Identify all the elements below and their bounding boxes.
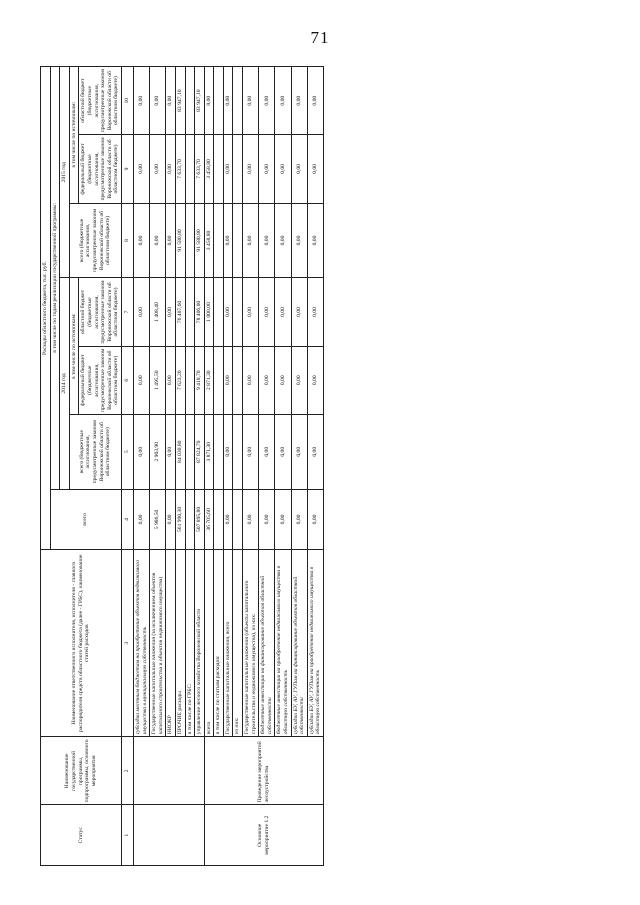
row-label: Государственные капитальные вложения (за исключением объектов капитального строительства и объектов недвижимого имущества)	[150, 550, 166, 737]
cell-value: 0,00	[243, 489, 259, 550]
cell-value: 84 030,80	[175, 414, 185, 489]
cell-value: 0,00	[223, 346, 233, 414]
cell-value: 0,00	[133, 67, 149, 135]
cell-value: 0,00	[166, 489, 176, 550]
cell-value: 0,00	[275, 278, 291, 346]
row-label: ПРОЧИЕ расходы	[175, 550, 185, 737]
row-label: НИОКР	[166, 550, 176, 737]
cell-value: 0,00	[223, 135, 233, 203]
cell-value: 0,00	[259, 278, 275, 346]
cell-value: 0,00	[275, 67, 291, 135]
cell-value: 3 871,30	[204, 414, 214, 489]
col-number: 7	[121, 278, 133, 346]
header-year-2014: 2014 год	[60, 278, 70, 489]
cell-value: 0,00	[275, 203, 291, 278]
cell-value: 0,00	[133, 414, 149, 489]
cell-value: 0,00	[291, 414, 307, 489]
cell-value: 7 633,70	[175, 135, 185, 203]
cell-value: 0,00	[150, 67, 166, 135]
cell-value: 0,00	[307, 135, 323, 203]
cell-value: 9 418,70	[195, 346, 205, 414]
cell-value: 0,00	[307, 67, 323, 135]
col-number: 2	[121, 737, 133, 805]
cell-value: 0,00	[133, 278, 149, 346]
cell-value: 0,00	[291, 203, 307, 278]
table-row	[204, 67, 214, 866]
cell-value: 507 895,80	[195, 489, 205, 550]
cell-value: 0,00	[243, 414, 259, 489]
cell-value: 0,00	[243, 67, 259, 135]
cell-value: 0,00	[307, 414, 323, 489]
cell-value: 0,00	[166, 203, 176, 278]
cell-value: 0,00	[166, 135, 176, 203]
cell-value: 0,00	[133, 346, 149, 414]
budget-table	[40, 66, 324, 866]
cell-value: 0,00	[223, 278, 233, 346]
row-label: в том числе по ГРБС:	[185, 550, 195, 737]
cell-value: 0,00	[307, 203, 323, 278]
page-number: 71	[310, 28, 330, 47]
row-label: Государственные капитальные вложения, всего	[223, 550, 233, 737]
row-label: субсидии местным бюджетам на приобретение объектов недвижимого имущества в муниципальную собственность	[133, 550, 149, 737]
row-label: управление лесного хозяйства Воронежской области	[195, 550, 205, 737]
cell-value: 0,00	[259, 346, 275, 414]
header-program-name: Наименование государственной программы, подпрограммы, основного мероприятия	[41, 737, 122, 805]
cell-value: 0,00	[259, 489, 275, 550]
col-number: 6	[121, 346, 133, 414]
cell-value: 0,00	[291, 135, 307, 203]
cell-value: 561 990,30	[175, 489, 185, 550]
cell-value: 0,00	[150, 203, 166, 278]
cell-value: 0,00	[166, 346, 176, 414]
cell-value: 3 458,80	[204, 135, 214, 203]
header-by-years: в том числе по годам реализации государственной программы:	[50, 67, 60, 490]
cell-value: 2 903,90	[150, 414, 166, 489]
status-cell-empty	[133, 805, 204, 866]
cell-value: 0,00	[259, 203, 275, 278]
cell-value: 3 458,80	[204, 203, 214, 278]
cell-value: 91 580,80	[175, 203, 185, 278]
header-2015-sources: в том числе по источникам:	[69, 67, 79, 204]
col-number: 4	[121, 489, 133, 550]
measure-name: Проведение мероприятий лесоустройства	[204, 737, 323, 805]
cell-value: 0,00	[275, 414, 291, 489]
cell-value: 0,00	[259, 67, 275, 135]
cell-value: 0,00	[243, 346, 259, 414]
row-label: бюджетные инвестиции на финансирование объектов областной собственности	[259, 550, 275, 737]
cell-value: 0,00	[150, 135, 166, 203]
row-label: субсидии БУ, АУ, ГУПам на приобретение недвижимого имущества в областную собственность	[307, 550, 323, 737]
header-2015-total: всего (бюджетные ассигнования, предусмотренные законом Воронежской области об областном бюджете)	[69, 203, 121, 278]
measure-status: Основное мероприятие 1.2	[204, 805, 323, 866]
cell-value: 1 495,50	[150, 346, 166, 414]
name-cell-empty	[133, 737, 204, 805]
cell-value: 0,00	[133, 135, 149, 203]
row-label: бюджетные инвестиции на приобретение недвижимого имущества в областную собственность	[275, 550, 291, 737]
cell-value: 76 407,60	[175, 278, 185, 346]
cell-value: 0,00	[166, 414, 176, 489]
table-row	[133, 67, 149, 866]
column-number-row	[121, 67, 133, 866]
row-label: Государственные капитальные вложения (объекты капитального строительства и недвижимого имущества), из них:	[243, 550, 259, 737]
row-label: в том числе по статьям расходов:	[214, 550, 224, 737]
cell-value: 0,00	[166, 67, 176, 135]
cell-value: 78 406,00	[195, 278, 205, 346]
cell-value: 0,00	[291, 278, 307, 346]
header-2015-federal: федеральный бюджет (бюджетные ассигнования, предусмотренные законом Воронежской области об областном бюджете)	[79, 135, 122, 203]
cell-value: 0,00	[307, 346, 323, 414]
cell-value: 0,00	[243, 135, 259, 203]
cell-value: 36 705,60	[204, 489, 214, 550]
col-number: 5	[121, 414, 133, 489]
row-label: всего	[204, 550, 214, 737]
cell-value: 1 000,00	[204, 278, 214, 346]
col-number: 3	[121, 550, 133, 737]
cell-value: 0,00	[133, 203, 149, 278]
cell-value: 5 986,50	[150, 489, 166, 550]
cell-value: 7 633,70	[195, 135, 205, 203]
budget-table-rotated	[40, 66, 580, 866]
cell-value: 0,00	[133, 489, 149, 550]
header-expenses: Расходы областного бюджета, тыс. руб.	[41, 67, 51, 550]
cell-value: 0,00	[259, 414, 275, 489]
cell-value: 0,00	[275, 135, 291, 203]
cell-value: 0,00	[275, 346, 291, 414]
cell-value: 87 824,70	[195, 414, 205, 489]
cell-value: 7 623,20	[175, 346, 185, 414]
cell-value: 0,00	[223, 67, 233, 135]
col-number: 1	[121, 805, 133, 866]
cell-value: 0,00	[275, 489, 291, 550]
header-status: Статус	[41, 805, 122, 866]
cell-value: 1 408,40	[150, 278, 166, 346]
cell-value: 0,00	[291, 346, 307, 414]
header-2014-regional: областной бюджет (бюджетные ассигнования, предусмотренные законом Воронежской области об областном бюджете)	[79, 278, 122, 346]
cell-value: 0,00	[243, 278, 259, 346]
row-label: из них:	[233, 550, 243, 737]
header-2014-total: всего (бюджетные ассигнования, предусмотренные законом Воронежской области об областном бюджете)	[69, 414, 121, 489]
col-number: 8	[121, 203, 133, 278]
cell-value: 2 871,30	[204, 346, 214, 414]
cell-value: 0,00	[307, 278, 323, 346]
cell-value: 0,00	[307, 489, 323, 550]
header-2014-federal: федеральный бюджет (бюджетные ассигнования, предусмотренные законом Воронежской области об областном бюджете)	[79, 346, 122, 414]
cell-value: 0,00	[223, 203, 233, 278]
header-total: всего	[50, 489, 121, 550]
cell-value: 0,00	[166, 278, 176, 346]
cell-value: 91 580,80	[195, 203, 205, 278]
header-2015-regional: областной бюджет (бюджетные ассигнования, предусмотренные законом Воронежской области об областном бюджете)	[79, 67, 122, 135]
col-number: 10	[121, 67, 133, 135]
row-label: субсидии БУ, АУ, ГУПам на финансирование объектов областной собственности	[291, 550, 307, 737]
col-number: 9	[121, 135, 133, 203]
cell-value: 0,00	[223, 414, 233, 489]
cell-value: 0,00	[291, 67, 307, 135]
header-executor: Наименование ответственного исполнителя, исполнителя - главного распорядителя средств областного бюджета (далее - ГРБС), наименование статей расходов	[41, 550, 122, 737]
cell-value: 83 947,10	[175, 67, 185, 135]
header-year-2015: 2015 год	[60, 67, 70, 278]
cell-value: 83 947,10	[195, 67, 205, 135]
header-2014-sources: в том числе по источникам:	[69, 278, 79, 414]
cell-value: 0,00	[204, 67, 214, 135]
cell-value: 0,00	[259, 135, 275, 203]
cell-value: 0,00	[223, 489, 233, 550]
cell-value: 0,00	[291, 489, 307, 550]
cell-value: 0,00	[243, 203, 259, 278]
